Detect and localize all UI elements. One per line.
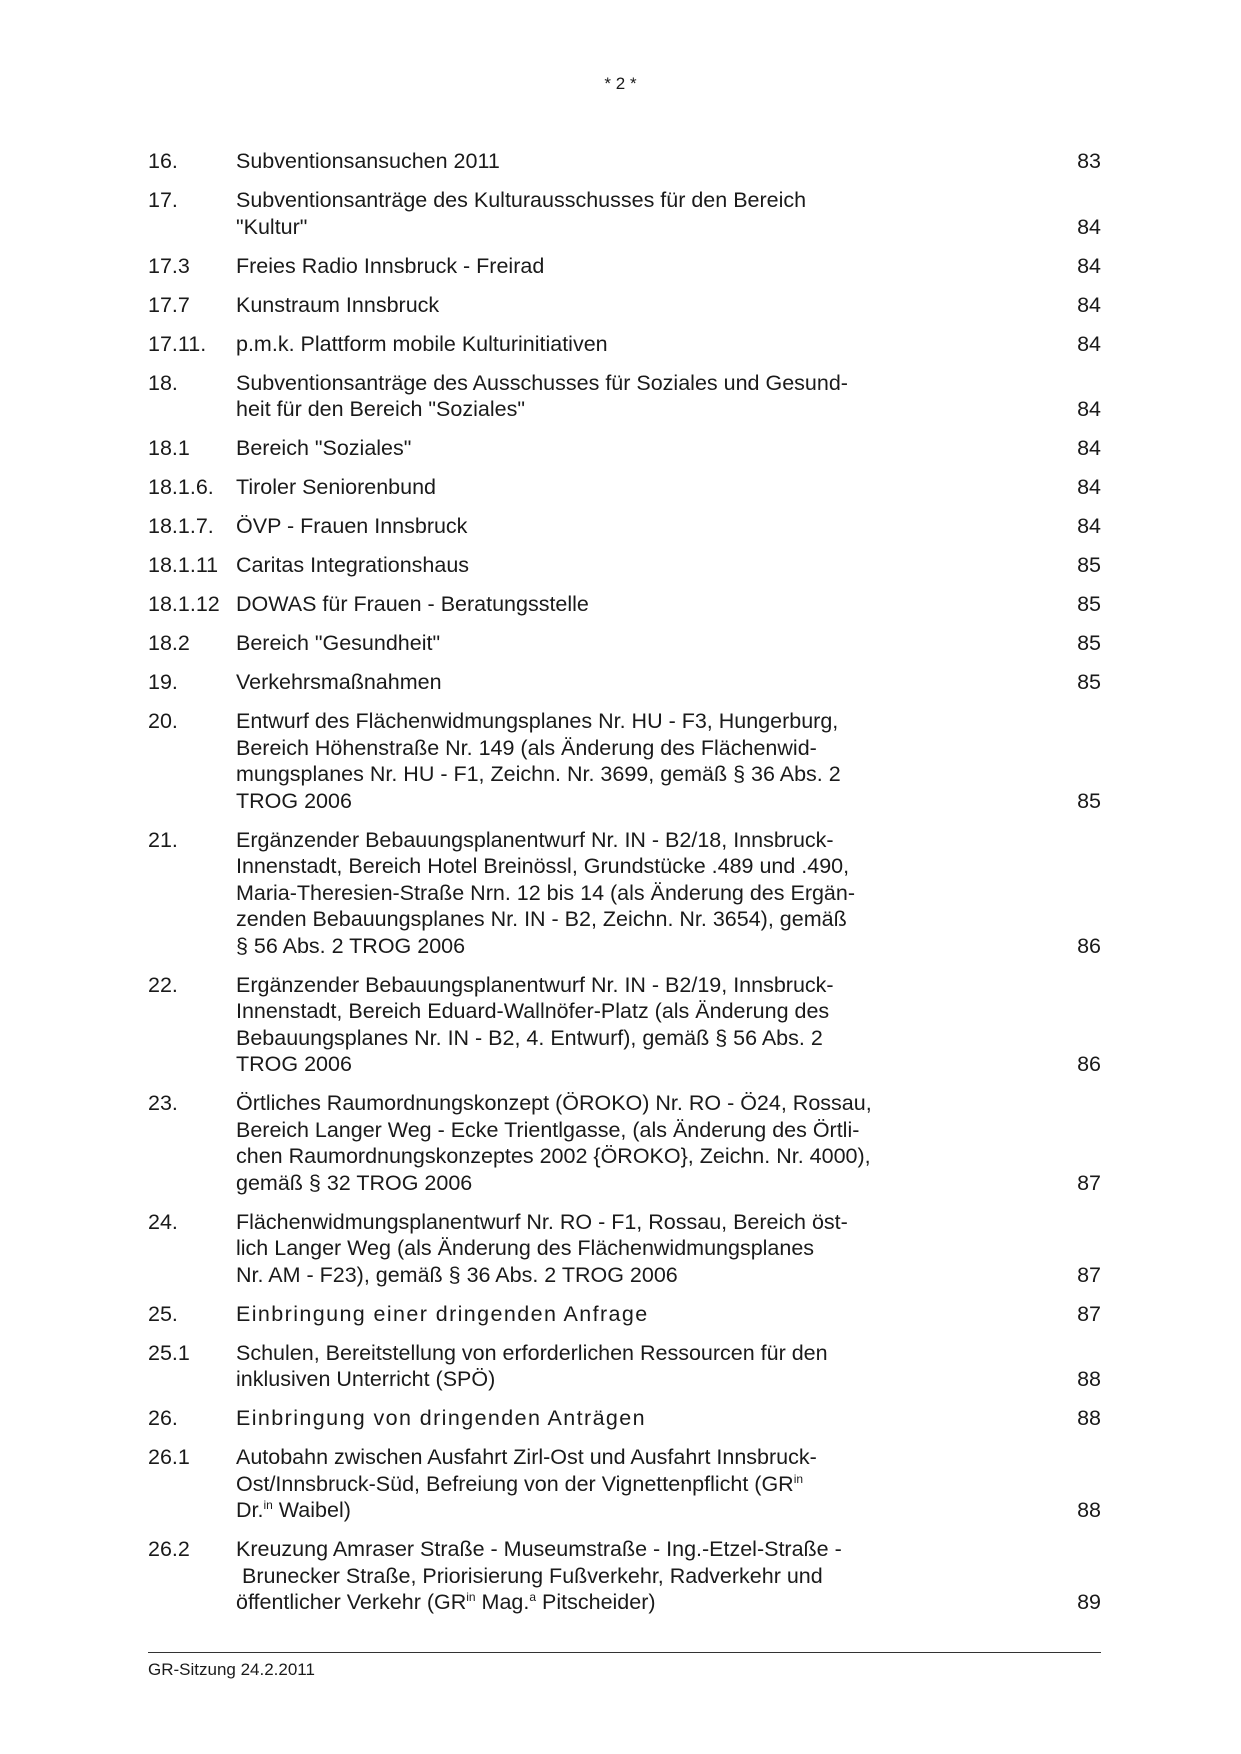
entry-page: 84 [1077,253,1101,278]
footer-divider [148,1652,1101,1653]
entry-title: Schulen, Bereitstellung von erforderlichen Ressourcen für den inklusiven Unterricht (SPÖ) [236,1340,828,1391]
entry-number: 25.1 [148,1340,190,1365]
entry-page: 89 [1077,1590,1101,1614]
entry-page: 88 [1077,1367,1101,1391]
entry-title: Subventionsanträge des Ausschusses für Soziales und Gesund- heit für den Bereich "Soziales" [236,370,848,421]
entry-page: 87 [1077,1170,1101,1195]
entry-page: 85 [1077,631,1101,655]
toc-entry [148,148,1101,175]
entry-title: Kreuzung Amraser Straße - Museumstraße - Ing.-Etzel-Straße - Brunecker Straße, Priorisierung Fußverkehr, Radverkehr und öffentlicher Verkehr ($GR^{in}$ Mag.$^a$ Pitscheider) [236,1537,842,1614]
entry-title: Subventionsansuchen 2011 [236,149,500,173]
entry-page: 84 [1077,475,1101,499]
entry-title: ÖVP - Frauen Innsbruck [236,514,468,538]
entry-number: 25. [148,1301,178,1326]
toc-entry [148,1536,1101,1616]
entry-number: 18.1.11 [148,553,219,577]
entry-number: 23. [148,1091,178,1115]
entry-page: 84 [1077,397,1101,421]
entry-number: 17.7 [148,292,190,317]
entry-title: Autobahn zwischen Ausfahrt Zirl-Ost und Ausfahrt Innsbruck- Ost/Innsbruck-Süd, Befreiung von der Vignettenpflicht ($GR^{in}$ Dr.$^{in}$ Waibel) [236,1445,817,1522]
entry-title: Ergänzender Bebauungsplanentwurf Nr. IN - B2/18, Innsbruck- Innenstadt, Bereich Hotel Breinössl, Grundstücke .489 und .490, Maria-Theresien-Straße Nrn. 12 bis 14 (als Änderung des Ergän- zenden Bebauungsplanes Nr. IN - B2, Zeichn. Nr. 3654), gemäß § 56 Abs. 2 TROG 2006 [236,827,856,958]
entry-page: 84 [1077,292,1101,317]
entry-title: p.m.k. Plattform mobile Kulturinitiativen [236,331,608,356]
toc-entry [148,552,1101,579]
entry-number: 18.1.12 [148,592,220,616]
entry-number: 17.11. [148,331,207,356]
entry-page: 84 [1077,214,1101,239]
entry-title: Einbringung von dringenden Anträgen [236,1406,647,1430]
toc-entry [148,1444,1101,1524]
entry-title: Freies Radio Innsbruck - Freirad [236,253,545,278]
table-of-contents [148,148,1101,1628]
entry-page: 87 [1077,1262,1101,1287]
entry-page: 88 [1077,1498,1101,1522]
entry-title: Bereich "Gesundheit" [236,631,441,655]
toc-entry [148,1301,1101,1328]
entry-page: 85 [1077,670,1101,694]
toc-entry [148,591,1101,618]
entry-page: 85 [1077,592,1101,616]
entry-page: 85 [1077,553,1101,577]
entry-number: 18.1.7. [148,514,214,538]
entry-number: 26. [148,1406,178,1430]
toc-entry [148,708,1101,814]
entry-title: Flächenwidmungsplanentwurf Nr. RO - F1, Rossau, Bereich öst- lich Langer Weg (als Änderung des Flächenwidmungsplanes Nr. AM - F23), gemäß § 36 Abs. 2 TROG 2006 [236,1209,848,1287]
entry-number: 17.3 [148,253,190,278]
entry-number: 21. [148,827,178,852]
entry-number: 26.1 [148,1445,190,1469]
entry-title: Verkehrsmaßnahmen [236,670,442,694]
entry-page: 84 [1077,514,1101,538]
entry-number: 26.2 [148,1537,190,1561]
toc-entry [148,187,1101,240]
entry-number: 18.2 [148,631,190,655]
toc-entry [148,1405,1101,1432]
toc-entry [148,669,1101,696]
toc-entry [148,253,1101,280]
entry-title: Bereich "Soziales" [236,436,412,460]
toc-entry [148,370,1101,423]
entry-number: 16. [148,149,178,173]
toc-entry [148,630,1101,657]
entry-page: 86 [1077,1052,1101,1076]
entry-page: 84 [1077,331,1101,356]
entry-number: 18.1.6. [148,475,214,499]
entry-number: 18.1 [148,436,190,460]
entry-title: Kunstraum Innsbruck [236,292,440,317]
entry-page: 85 [1077,788,1101,813]
toc-entry [148,513,1101,540]
entry-number: 17. [148,188,178,212]
entry-title: Caritas Integrationshaus [236,553,470,577]
entry-number: 22. [148,972,178,997]
entry-number: 24. [148,1209,178,1234]
entry-page: 84 [1077,436,1101,460]
entry-title: Entwurf des Flächenwidmungsplanes Nr. HU - F3, Hungerburg, Bereich Höhenstraße Nr. 149 (als Änderung des Flächenwid- mungsplanes Nr. HU - F1, Zeichn. Nr. 3699, gemäß § 36 Abs. 2 TROG 2006 [236,709,841,813]
toc-entry [148,331,1101,358]
toc-entry [148,1090,1101,1196]
entry-number: 19. [148,670,178,694]
page-number: * 2 * [604,74,637,93]
entry-number: 18. [148,370,178,395]
entry-page: 83 [1077,149,1101,173]
entry-title: Subventionsanträge des Kulturausschusses für den Bereich "Kultur" [236,188,807,239]
entry-page: 88 [1077,1406,1101,1430]
entry-number: 20. [148,709,178,733]
entry-page: 86 [1077,933,1101,958]
entry-title: Tiroler Seniorenbund [236,475,436,499]
toc-entry [148,474,1101,501]
entry-title: Örtliches Raumordnungskonzept (ÖROKO) Nr. RO - Ö24, Rossau, Bereich Langer Weg - Ecke Trientlgasse, (als Änderung des Örtli- chen Raumordnungskonzeptes 2002 {ÖROKO}, Zeichn. Nr. 4000), gemäß § 32 TROG 2006 [236,1091,872,1195]
toc-entry [148,1209,1101,1289]
toc-entry [148,827,1101,960]
toc-entry [148,1340,1101,1393]
entry-title: DOWAS für Frauen - Beratungsstelle [236,592,589,616]
footer-session-label: GR-Sitzung 24.2.2011 [148,1660,315,1679]
toc-entry [148,972,1101,1078]
entry-page: 87 [1077,1301,1101,1326]
entry-title: Ergänzender Bebauungsplanentwurf Nr. IN - B2/19, Innsbruck- Innenstadt, Bereich Eduard-Wallnöfer-Platz (als Änderung des Bebauungsplanes Nr. IN - B2, 4. Entwurf), gemäß § 56 Abs. 2 TROG 2006 [236,972,834,1076]
toc-entry [148,435,1101,462]
toc-entry [148,292,1101,319]
entry-title: Einbringung einer dringenden Anfrage [236,1301,649,1326]
